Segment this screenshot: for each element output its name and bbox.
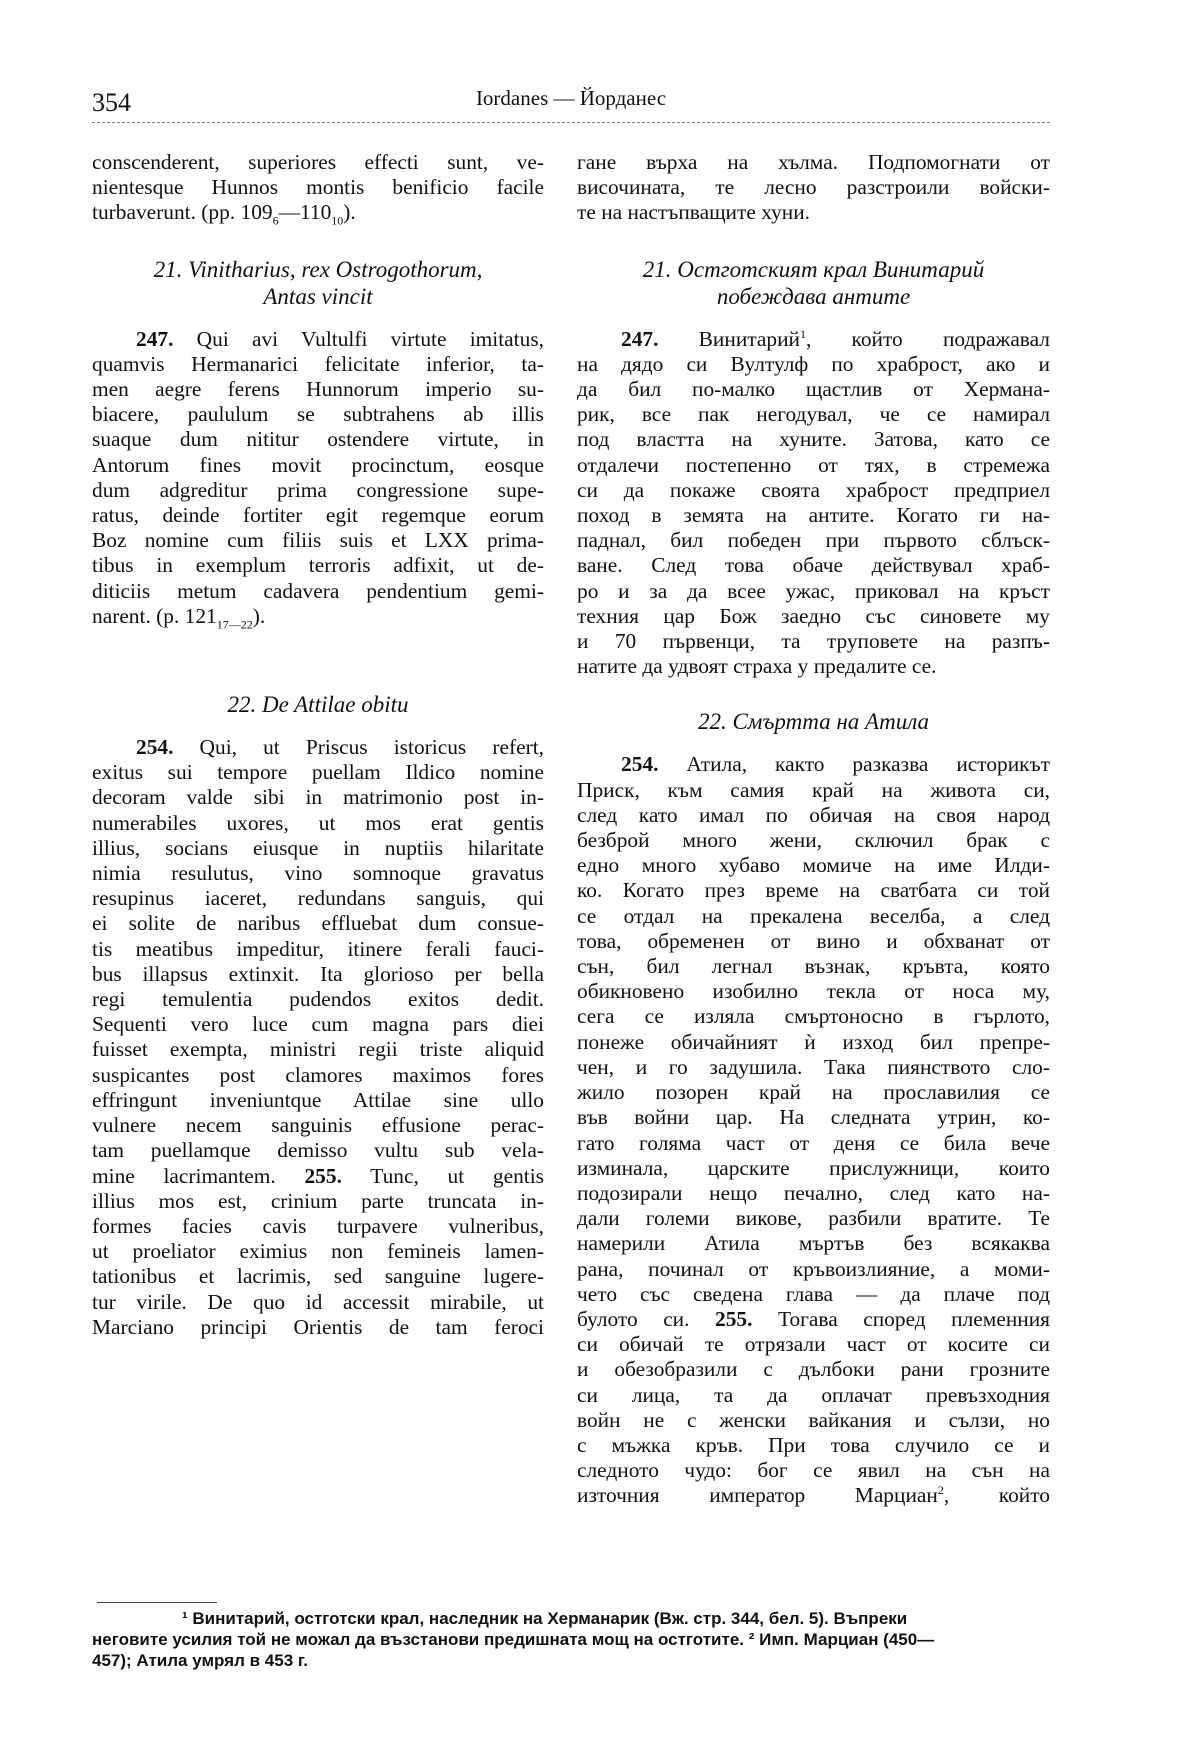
- bulgarian-section-21-heading: 21. Остготският крал Винитарий побеждава антите: [642, 256, 985, 309]
- footnote-ref-1[interactable]: 1: [799, 326, 806, 341]
- bulgarian-para-254: 254. Атила, както разказва историкът Приск, към самия край на живота си, след като имал по обичая на своя народ безброй много жени, сключил брак с едно много хубаво момиче на име Илди- ко. Когато през време на сватбата си той се отдал на прекалена веселба, а след това, обременен от вино и обхванат от сън, бил легнал възнак, кръвта, която обикновено изобилно текла от носа му, сега се изляла смъртоносно в гърлото, понеже обичайният ѝ изход бил препре- чен, и го задушила. Така пиянството сло- жило позорен край на прославилия се във войни цар. На следната утрин, ко- гато голяма част от деня се била вече изминала, царските прислужници, които подозирали нещо печално, след като на- дали големи викове, разбили вратите. Те намерили Атила мъртъв без всякаква рана, починал от кръвоизлияние, а моми- чето със сведена глава — да плаче под булото си. 255. Тогава според племенния си обичай те отрязали част от косите си и обезобразили с дълбоки рани грозните си лица, та да оплачат превъзходния войн не с женски вайкания и сълзи, но с мъжка кръв. При това случило се и следното чудо: бог се явил на сън на източния император Марциан$^2$, който: [577, 752, 1051, 1508]
- footnote-continuation: неговите усилия той не можал да възстанови предишната мощ на остготите. ² Имп. Марциан (450—: [92, 1630, 935, 1649]
- footnote-2-end: 457); Атила умрял в 453 г.: [92, 1651, 308, 1670]
- paragraph-number: 255.: [304, 1163, 342, 1188]
- latin-column: [92, 150, 544, 1340]
- latin-section-22-heading: 22. De Attilae obitu: [227, 692, 409, 718]
- latin-para-254: 254. Qui, ut Priscus istoricus refert, exitus sui tempore puellam Ildico nomine decoram valde sibi in matrimonio post in- numerabiles uxores, ut mos erat gentis illius, socians eiusque in nuptiis hilaritate nimia resulutus, vino somnoque gravatus resupinus iaceret, redundans sanguis, qui ei solite de naribus effluebat dum consue- tis meatibus impeditur, itinere ferali fauci- bus illapsus extinxit. Ita glorioso per bella regi temulentia pudendos exitos dedit. Sequenti vero luce cum magna pars diei fuisset exempta, ministri regii triste aliquid suspicantes post clamores maximos fores effringunt inveniuntque Attilae sine ullo vulnere necem sanguinis effusione perac- tam puellamque demisso vultu sub vela- mine lacrimantem. 255. Tunc, ut gentis illius mos est, crinium parte truncata in- formes facies cavis turpavere vulneribus, ut proeliator eximius non femineis lamen- tationibus et lacrimis, sed sanguine lugere- tur virile. De quo id accessit mirabile, ut Marciano principi Orientis de tam feroci: [92, 735, 544, 1339]
- paragraph-number: 255.: [715, 1306, 753, 1331]
- running-title: Iordanes — Йорданес: [475, 86, 667, 110]
- bulgarian-section-22-heading: 22. Смъртта на Атила: [697, 709, 930, 735]
- footnotes: [92, 1608, 1050, 1671]
- paragraph-number: 254.: [621, 752, 659, 777]
- header-rule: [92, 122, 1050, 123]
- bulgarian-column: [577, 150, 1050, 1509]
- footnote-ref-2[interactable]: 2: [937, 1483, 944, 1498]
- paragraph-number: 254.: [136, 735, 174, 760]
- paragraph-number: 247.: [136, 326, 174, 351]
- latin-para-247: 247. Qui avi Vultulfi virtute imitatus, quamvis Hermanarici felicitate inferior, ta- men aegre ferens Hunnorum imperio su- biacere, paululum se subtrahens ab illis suaque dum nititur ostendere virtute, in Antorum fines movit procinctum, eosque dum adgreditur prima congressione supe- ratus, deinde fortiter egit regemque eorum Boz nomine cum filiis suis et LXX prima- tibus in exemplum terroris adfixit, ut de- diticiis metum cadavera pendentium gemi- narent. (p. $121_{17—22}$).: [92, 326, 544, 632]
- page-header: [92, 86, 1050, 126]
- bulgarian-intro: гане върха на хълма. Подпомогнати от височината, те лесно разстроили войски- те на настъпващите хуни.: [577, 150, 1050, 225]
- latin-intro: conscenderent, superiores effecti sunt, ve- nientesque Hunnos montis benificio facile turbaverunt. (pp. $109_6—110_{10}$).: [92, 150, 544, 228]
- paragraph-number: 247.: [621, 326, 659, 351]
- footnote-1: ¹ Винитарий, остготски крал, наследник на Херманарик (Вж. стр. 344, бел. 5). Въпреки: [182, 1609, 908, 1628]
- latin-section-21-heading: 21. Vinitharius, rex Ostrogothorum, Antas vincit: [153, 256, 483, 309]
- page-number: 354: [92, 88, 131, 117]
- footnote-rule: [97, 1602, 217, 1603]
- bulgarian-para-247: 247. Винитарий$^1$, който подражавал на дядо си Вултулф по храброст, ако и да бил по-малко щастлив от Херманa- рик, все пак негодувал, че се намирал под властта на хуните. Затова, като се отдалечи постепенно от тях, в стремежа си да покаже своята храброст предприел поход в земята на антите. Когато ги на- паднал, бил победен при първото сблъск- ване. След това обаче действувал храб- ро и за да всее ужас, приковал на кръст техния цар Бож заедно със синовете му и 70 първенци, та труповете на разпъ- натите да удвоят страха у предалите се.: [577, 326, 1050, 679]
